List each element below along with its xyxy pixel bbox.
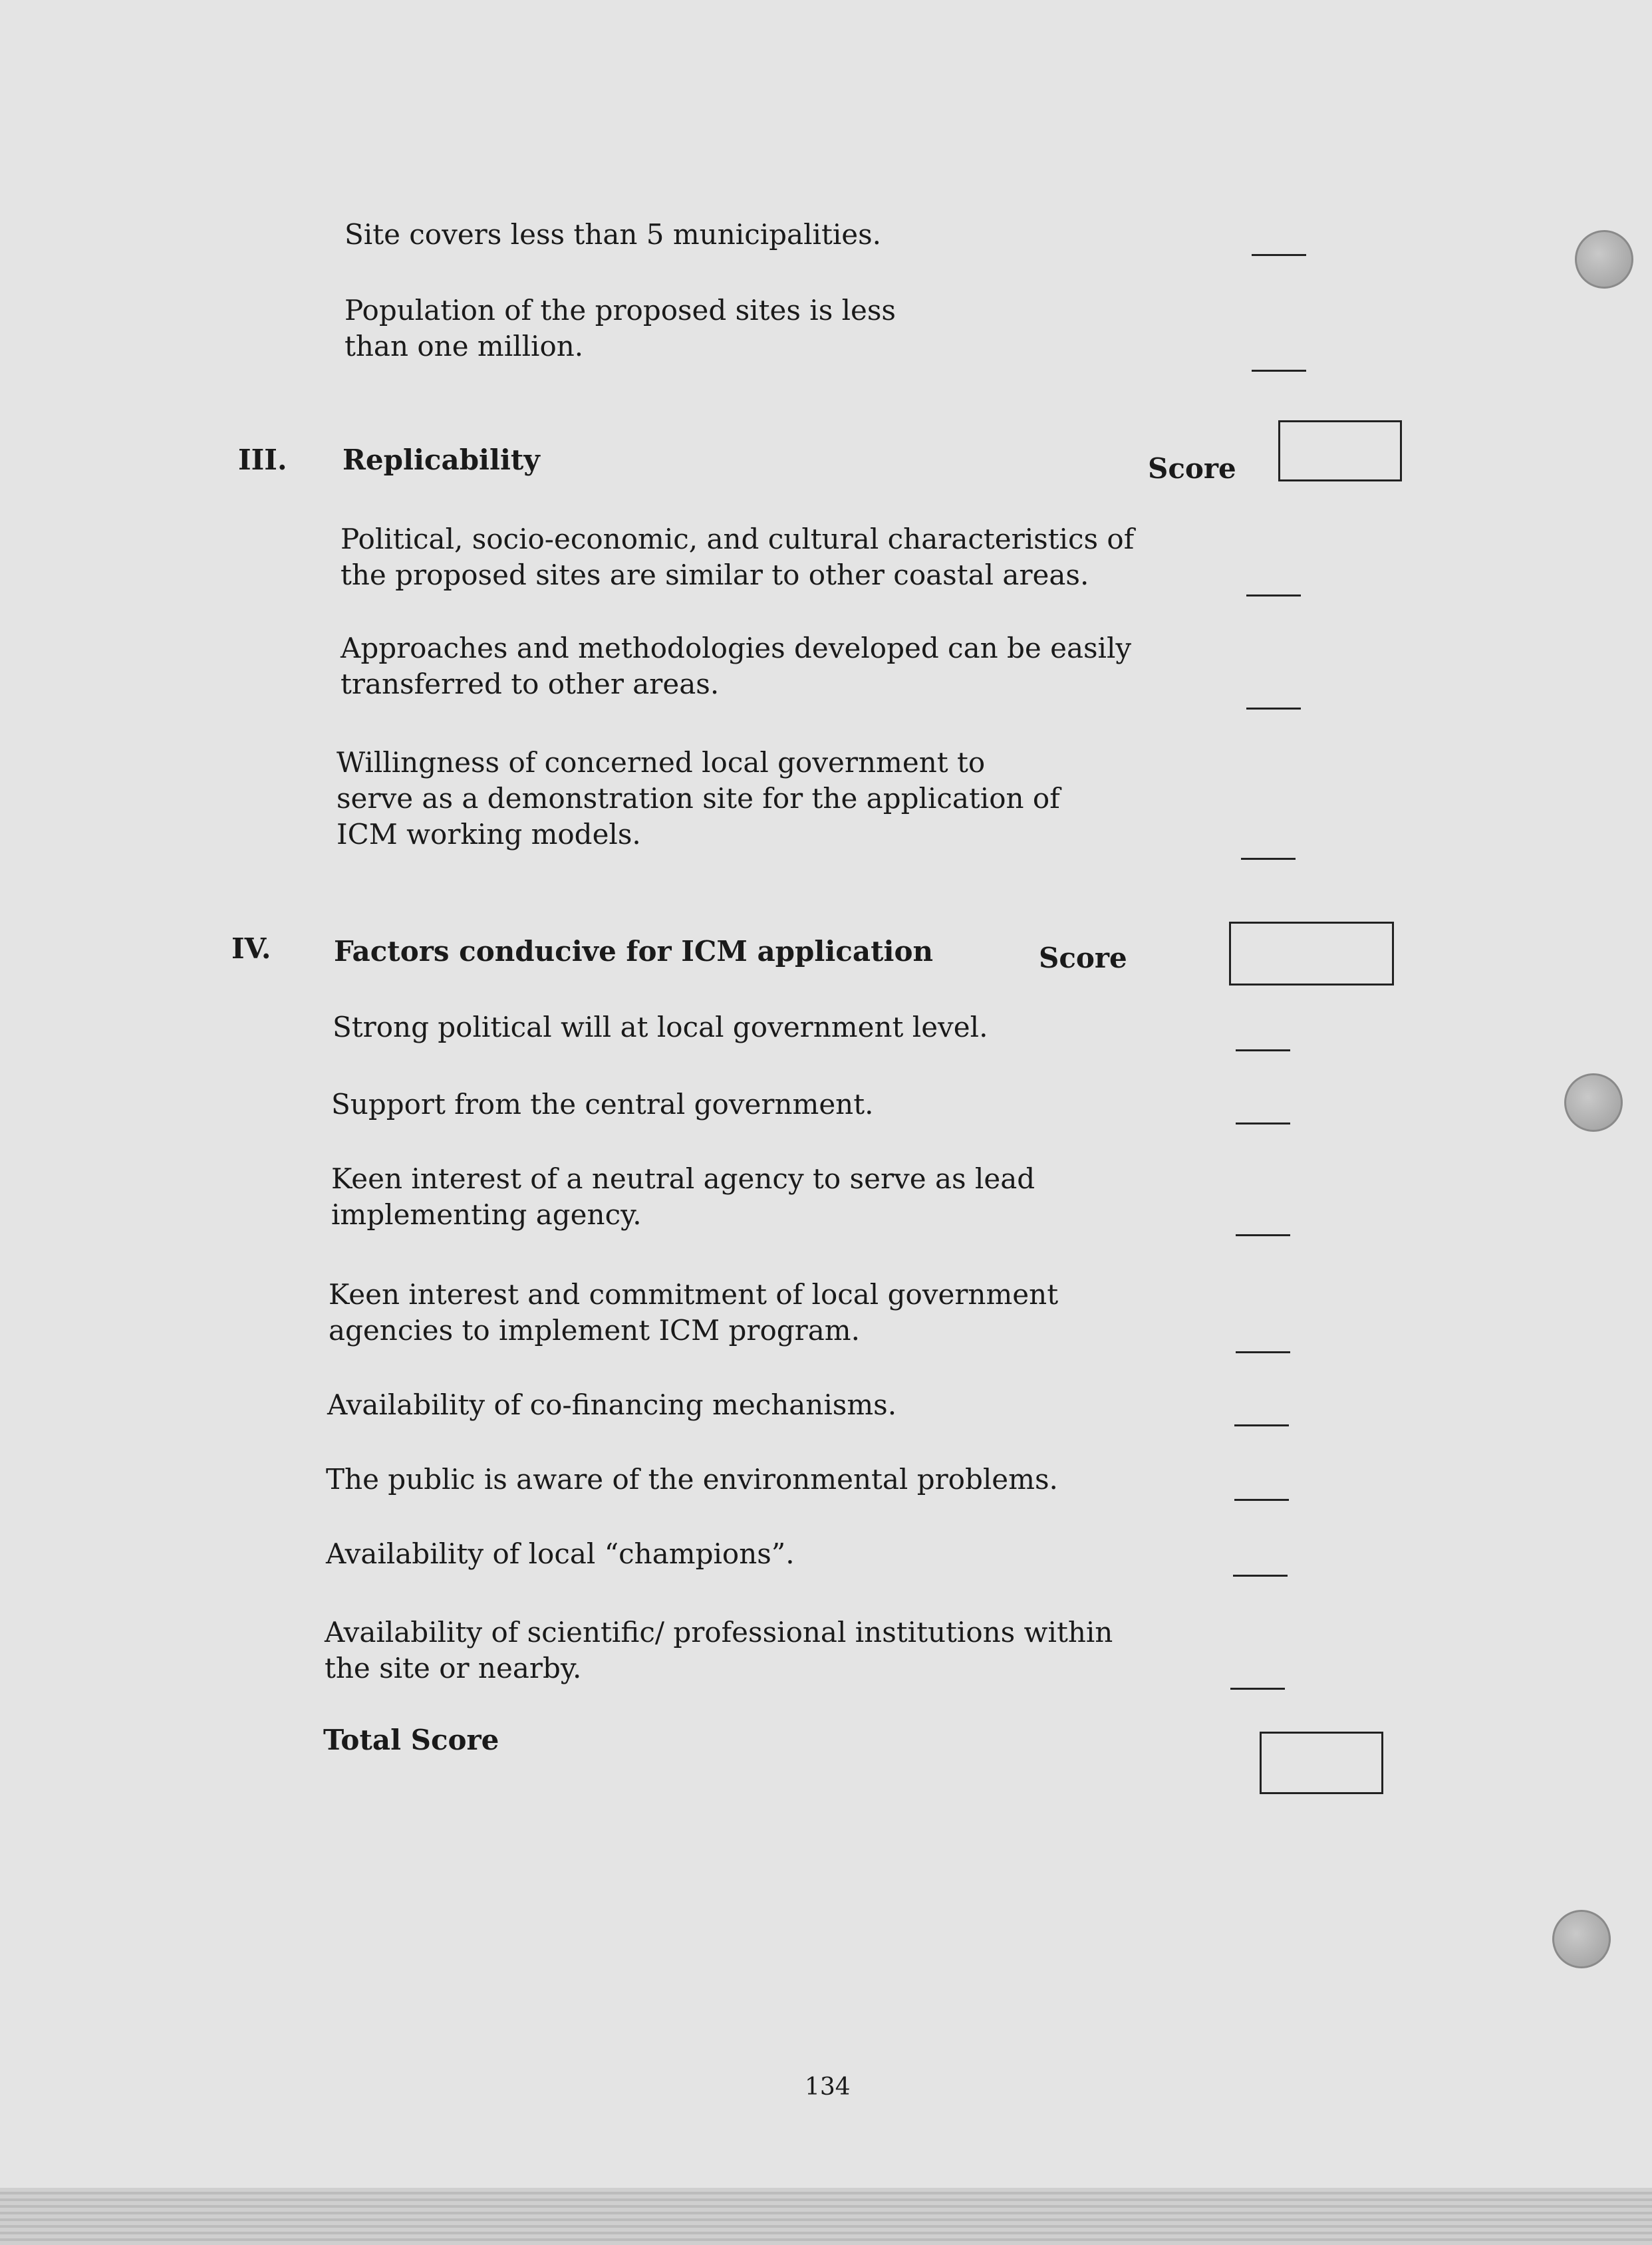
section-score-box[interactable] [1278,420,1402,481]
line: Population of the proposed sites is less [344,294,896,327]
score-label: Score [1148,452,1236,485]
score-blank[interactable] [1252,254,1306,256]
page-number: 134 [805,2073,851,2101]
item-text [344,293,896,364]
section-title: Replicability [343,444,540,476]
score-blank[interactable] [1246,708,1301,710]
line: agencies to implement ICM program. [329,1314,860,1347]
section-score-box[interactable] [1229,922,1394,986]
score-blank[interactable] [1246,594,1301,596]
line: Availability of scientific/ professional institutions within [325,1616,1113,1649]
item-text: Site covers less than 5 municipalities. [344,218,882,251]
item-text: Availability of local “champions”. [326,1537,795,1570]
score-blank[interactable] [1234,1424,1289,1426]
item-text [337,745,1060,853]
line: Willingness of concerned local government to [337,746,986,779]
score-blank[interactable] [1234,1499,1289,1501]
line: Approaches and methodologies developed can be easily [341,632,1132,664]
total-score-box[interactable] [1260,1732,1383,1794]
score-label: Score [1039,942,1127,974]
item-text: The public is aware of the environmental problems. [326,1463,1058,1496]
section-number: IV. [231,932,271,965]
item-text [329,1277,1058,1349]
punch-hole-top [1575,230,1633,289]
line: the proposed sites are similar to other coastal areas. [341,559,1089,591]
line: Keen interest and commitment of local government [329,1278,1059,1311]
score-blank[interactable] [1236,1234,1290,1236]
score-blank[interactable] [1236,1049,1290,1051]
score-blank[interactable] [1236,1351,1290,1353]
item-text: Availability of co-financing mechanisms. [327,1388,897,1421]
item-text [331,1161,1035,1233]
punch-hole-bottom [1552,1910,1611,1968]
score-blank[interactable] [1252,370,1306,372]
line: serve as a demonstration site for the application of [337,782,1060,815]
punch-hole-middle [1564,1073,1623,1132]
line: Political, socio-economic, and cultural characteristics of [341,523,1135,555]
scan-edge [0,2188,1652,2245]
line: the site or nearby. [325,1652,582,1684]
item-text [341,630,1131,702]
item-text [341,521,1134,593]
line: Keen interest of a neutral agency to serve as lead [331,1162,1035,1195]
score-blank[interactable] [1236,1122,1290,1124]
item-text [325,1615,1113,1686]
section-title: Factors conducive for ICM application [334,935,933,968]
item-text: Strong political will at local government level. [333,1011,988,1043]
line: transferred to other areas. [341,668,720,700]
score-blank[interactable] [1241,858,1296,860]
item-text: Support from the central government. [331,1088,874,1121]
line: ICM working models. [337,818,641,851]
score-blank[interactable] [1233,1575,1288,1577]
line: than one million. [344,330,584,362]
line: implementing agency. [331,1198,642,1231]
total-score-label: Total Score [323,1724,499,1756]
section-number: III. [238,444,287,476]
score-blank[interactable] [1230,1688,1285,1690]
